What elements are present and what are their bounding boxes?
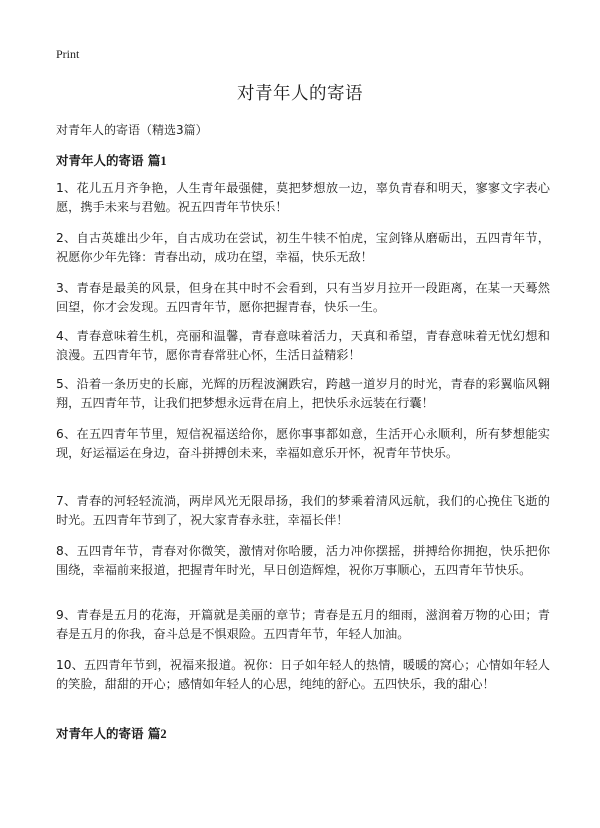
- paragraph-5: 5、沿着一条历史的长廊，光辉的历程波澜跌宕，跨越一道岁月的时光，青春的彩翼临风翱翔，五四青年节，让我们把梦想永远背在肩上，把快乐永远装在行囊！: [56, 377, 550, 410]
- section-heading-number: 篇2: [147, 727, 167, 741]
- section-heading-1: [56, 151, 167, 169]
- paragraph-3: 3、青春是最美的风景，但身在其中时不会看到，只有当岁月拉开一段距离，在某一天蓦然回望，你才会发现。五四青年节，愿你把握青春，快乐一生。: [56, 281, 550, 314]
- section-heading-2: [56, 724, 167, 742]
- paragraph-2: 2、自古英雄出少年，自古成功在尝试，初生牛犊不怕虎，宝剑锋从磨砺出，五四青年节，祝愿你少年先锋：青春出动，成功在望，幸福，快乐无敌！: [56, 231, 550, 264]
- paragraph-7: 7、青春的河轻轻流淌，两岸风光无限昂扬，我们的梦乘着清风远航，我们的心挽住飞逝的时光。五四青年节到了，祝大家青春永驻，幸福长伴！: [56, 494, 550, 527]
- document-subtitle: 对青年人的寄语（精选3篇）: [56, 123, 208, 137]
- paragraph-6: 6、在五四青年节里，短信祝福送给你，愿你事事都如意，生活开心永顺利，所有梦想能实现，好运福运在身边，奋斗拼搏创未来，幸福如意乐开怀，祝青年节快乐。: [56, 427, 550, 460]
- section-heading-text: 对青年人的寄语: [56, 726, 144, 741]
- paragraph-1: 1、花儿五月齐争艳，人生青年最强健，莫把梦想放一边，辜负青春和明天，寥寥文字表心愿，携手未来与君勉。祝五四青年节快乐！: [56, 181, 550, 214]
- section-heading-text: 对青年人的寄语: [56, 153, 144, 168]
- paragraph-8: 8、五四青年节，青春对你微笑，激情对你哈腰，活力冲你摆摇，拼搏给你拥抱，快乐把你围绕，幸福前来报道，把握青年时光，早日创造辉煌，祝你万事顺心，五四青年节快乐。: [56, 544, 550, 577]
- print-link[interactable]: Print: [56, 47, 80, 61]
- paragraph-4: 4、青春意味着生机，亮丽和温馨，青春意味着活力，天真和希望，青春意味着无忧幻想和浪漫。五四青年节，愿你青春常驻心怀，生活日益精彩！: [56, 329, 550, 362]
- section-heading-number: 篇1: [147, 154, 167, 168]
- paragraph-9: 9、青春是五月的花海，开篇就是美丽的章节；青春是五月的细雨，滋润着万物的心田；青春是五月的你我，奋斗总是不惧艰险。五四青年节，年轻人加油。: [56, 608, 550, 641]
- page-title: 对青年人的寄语: [237, 84, 363, 104]
- paragraph-10: 10、五四青年节到，祝福来报道。祝你：日子如年轻人的热情，暖暖的窝心；心情如年轻人的笑脸，甜甜的开心；感情如年轻人的心思，纯纯的舒心。五四快乐，我的甜心！: [56, 658, 550, 691]
